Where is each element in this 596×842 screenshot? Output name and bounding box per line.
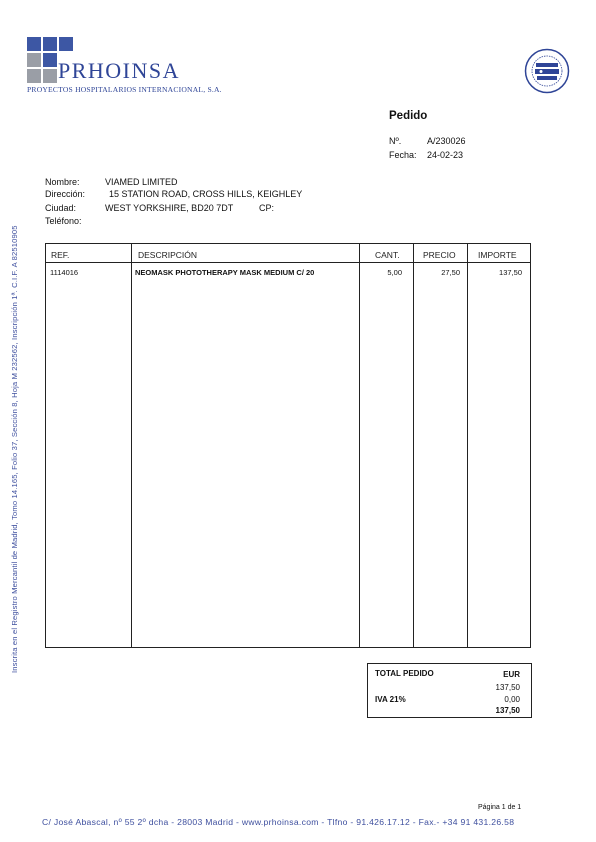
customer-name-label: Nombre:: [45, 177, 80, 187]
registry-text: Inscrita en el Registro Mercantil de Madrid, Tomo 14.165, Folio 37, Sección 8, Hoja M 232562, Inscripción 1ª. C.I.F. A 82510905: [10, 225, 19, 673]
document-title: Pedido: [389, 110, 428, 122]
customer-city: WEST YORKSHIRE, BD20 7DT: [105, 203, 234, 213]
customer-city-label: Ciudad:: [45, 203, 77, 213]
customer-address: 15 STATION ROAD, CROSS HILLS, KEIGHLEY: [109, 189, 303, 199]
order-number-label: Nº.: [389, 136, 402, 146]
header-amount: IMPORTE: [478, 250, 517, 260]
column-divider: [467, 243, 468, 648]
vat-label: IVA 21%: [375, 695, 406, 704]
order-date: 24-02-23: [427, 150, 464, 160]
header-price: PRECIO: [423, 250, 456, 260]
column-divider: [359, 243, 360, 648]
header-quantity: CANT.: [375, 250, 400, 260]
row-amount: 137,50: [499, 268, 522, 277]
row-quantity: 5,00: [387, 268, 402, 277]
row-ref: 1114016: [50, 268, 79, 277]
row-price: 27,50: [441, 268, 460, 277]
company-name: PRHOINSA: [58, 58, 181, 83]
order-date-label: Fecha:: [389, 150, 417, 160]
customer-phone-label: Teléfono:: [45, 216, 82, 226]
table-header-divider: [45, 262, 531, 263]
currency-label: EUR: [503, 670, 520, 679]
footer-address: C/ José Abascal, nº 55 2º dcha - 28003 Madrid - www.prhoinsa.com - Tlfno - 91.426.17.12 - Fax.- +34 91 431.26.58: [42, 817, 515, 827]
customer-name: VIAMED LIMITED: [105, 177, 178, 187]
header-ref: REF.: [51, 250, 70, 260]
items-table: [45, 243, 531, 648]
seal-icon: [524, 48, 570, 94]
order-number: A/230026: [427, 136, 466, 146]
page-number: Página 1 de 1: [478, 804, 522, 811]
vat-value: 0,00: [504, 695, 520, 704]
subtotal-value: 137,50: [495, 683, 520, 692]
customer-postcode-label: CP:: [259, 203, 275, 213]
company-subtitle: PROYECTOS HOSPITALARIOS INTERNACIONAL, S.A.: [27, 85, 222, 94]
total-value: 137,50: [495, 706, 520, 715]
row-description: NEOMASK PHOTOTHERAPY MASK MEDIUM C/ 20: [135, 268, 315, 277]
header-description: DESCRIPCIÓN: [138, 250, 198, 260]
customer-address-label: Dirección:: [45, 189, 86, 199]
total-label: TOTAL PEDIDO: [375, 669, 434, 678]
column-divider: [413, 243, 414, 648]
column-divider: [131, 243, 132, 648]
